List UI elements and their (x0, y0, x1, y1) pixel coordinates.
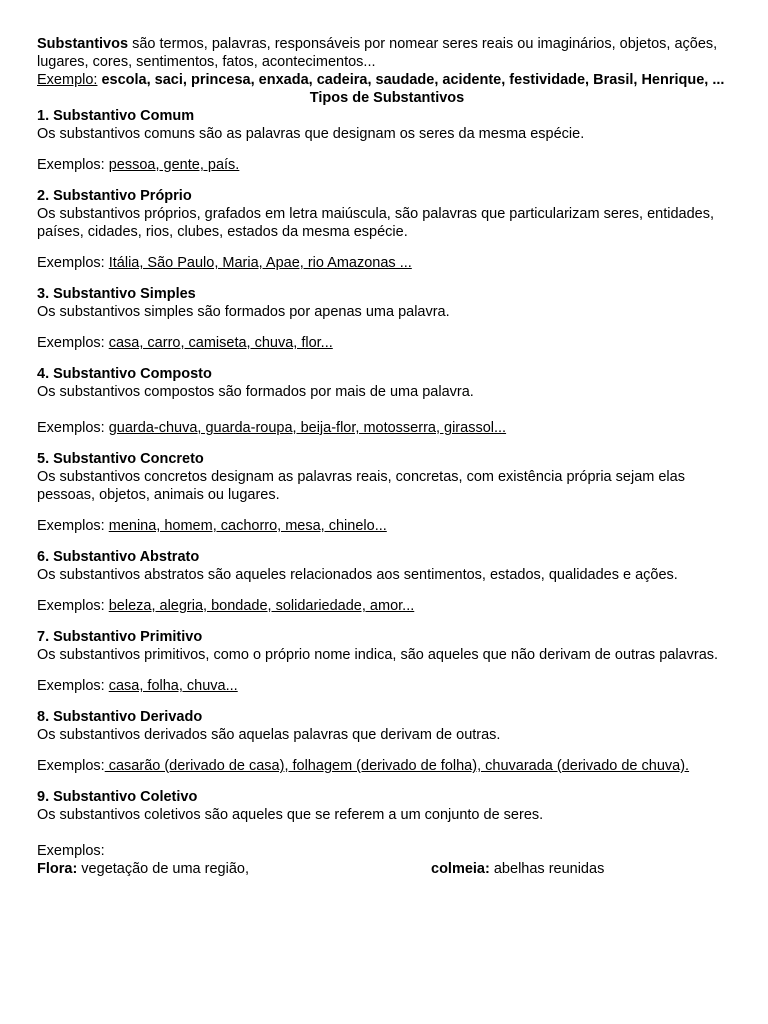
examples-label: Exemplos: (37, 335, 105, 351)
section-2 (37, 187, 737, 272)
section-description: Os substantivos primitivos, como o próprio nome indica, são aqueles que não derivam de outras palavras. (37, 647, 719, 663)
examples-label: Exemplos: (37, 598, 105, 614)
section-description: Os substantivos comuns são as palavras que designam os seres da mesma espécie. (37, 126, 585, 142)
section-description: Os substantivos coletivos são aqueles que se referem a um conjunto de seres. (37, 807, 544, 823)
section-title: 3. Substantivo Simples (37, 286, 196, 302)
section-title: 7. Substantivo Primitivo (37, 629, 203, 645)
collective-term: colmeia: (431, 861, 490, 877)
section-5 (37, 450, 737, 535)
section-description: Os substantivos concretos designam as palavras reais, concretas, com existência própria sejam elas pessoas, objetos, animais ou lugares. (37, 469, 685, 503)
section-examples (37, 757, 737, 775)
examples-label: Exemplos: (37, 758, 105, 774)
examples-label: Exemplos: (37, 157, 105, 173)
intro-term: Substantivos (37, 36, 129, 52)
examples-text: casarão (derivado de casa), folhagem (derivado de folha), chuvarada (derivado de chuva). (104, 758, 690, 774)
collective-item (37, 860, 431, 878)
section-description: Os substantivos compostos são formados por mais de uma palavra. (37, 384, 474, 400)
intro-example-label: Exemplo: (37, 72, 98, 88)
section-description: Os substantivos simples são formados por apenas uma palavra. (37, 304, 450, 320)
examples-label: Exemplos: (37, 255, 105, 271)
section-title: 5. Substantivo Concreto (37, 451, 204, 467)
section-description: Os substantivos próprios, grafados em letra maiúscula, são palavras que particularizam seres, entidades, países, cidades, rios, clubes, estados da mesma espécie. (37, 206, 714, 240)
examples-text: beleza, alegria, bondade, solidariedade, amor... (108, 598, 415, 614)
section-examples-label: Exemplos: (37, 843, 105, 859)
section-title: 2. Substantivo Próprio (37, 188, 192, 204)
section-examples (37, 419, 737, 437)
section-9 (37, 788, 737, 878)
intro-example-text: escola, saci, princesa, enxada, cadeira, saudade, acidente, festividade, Brasil, Henrique, ... (97, 72, 725, 88)
collective-examples (37, 860, 737, 878)
section-title: 4. Substantivo Composto (37, 366, 212, 382)
intro-text: são termos, palavras, responsáveis por nomear seres reais ou imaginários, objetos, ações, lugares, cores, sentimentos, fatos, acontecimentos... (37, 36, 718, 70)
intro-example (37, 71, 737, 89)
section-description: Os substantivos derivados são aquelas palavras que derivam de outras. (37, 727, 501, 743)
document (37, 35, 737, 878)
examples-text: guarda-chuva, guarda-roupa, beija-flor, motosserra, girassol... (108, 420, 507, 436)
section-title: 6. Substantivo Abstrato (37, 549, 200, 565)
examples-label: Exemplos: (37, 678, 105, 694)
section-1 (37, 107, 737, 174)
collective-definition: vegetação de uma região, (77, 861, 249, 877)
collective-definition: abelhas reunidas (489, 861, 605, 877)
examples-text: pessoa, gente, país. (108, 157, 240, 173)
collective-item (431, 860, 604, 878)
section-8 (37, 708, 737, 775)
section-title: 8. Substantivo Derivado (37, 709, 203, 725)
section-examples (37, 517, 737, 535)
intro-paragraph (37, 35, 737, 71)
examples-label: Exemplos: (37, 420, 105, 436)
examples-text: Itália, São Paulo, Maria, Apae, rio Amazonas ... (108, 255, 412, 271)
section-title: 9. Substantivo Coletivo (37, 789, 198, 805)
section-4 (37, 365, 737, 437)
examples-label: Exemplos: (37, 518, 105, 534)
section-3 (37, 285, 737, 352)
section-6 (37, 548, 737, 615)
examples-text: casa, folha, chuva... (108, 678, 238, 694)
section-heading: Tipos de Substantivos (309, 90, 465, 106)
section-examples (37, 677, 737, 695)
section-examples (37, 156, 737, 174)
collective-term: Flora: (37, 861, 78, 877)
section-examples (37, 334, 737, 352)
section-description: Os substantivos abstratos são aqueles relacionados aos sentimentos, estados, qualidades e ações. (37, 567, 678, 583)
section-examples (37, 597, 737, 615)
examples-text: casa, carro, camiseta, chuva, flor... (108, 335, 333, 351)
examples-text: menina, homem, cachorro, mesa, chinelo... (108, 518, 387, 534)
section-7 (37, 628, 737, 695)
section-examples (37, 254, 737, 272)
section-title: 1. Substantivo Comum (37, 108, 195, 124)
